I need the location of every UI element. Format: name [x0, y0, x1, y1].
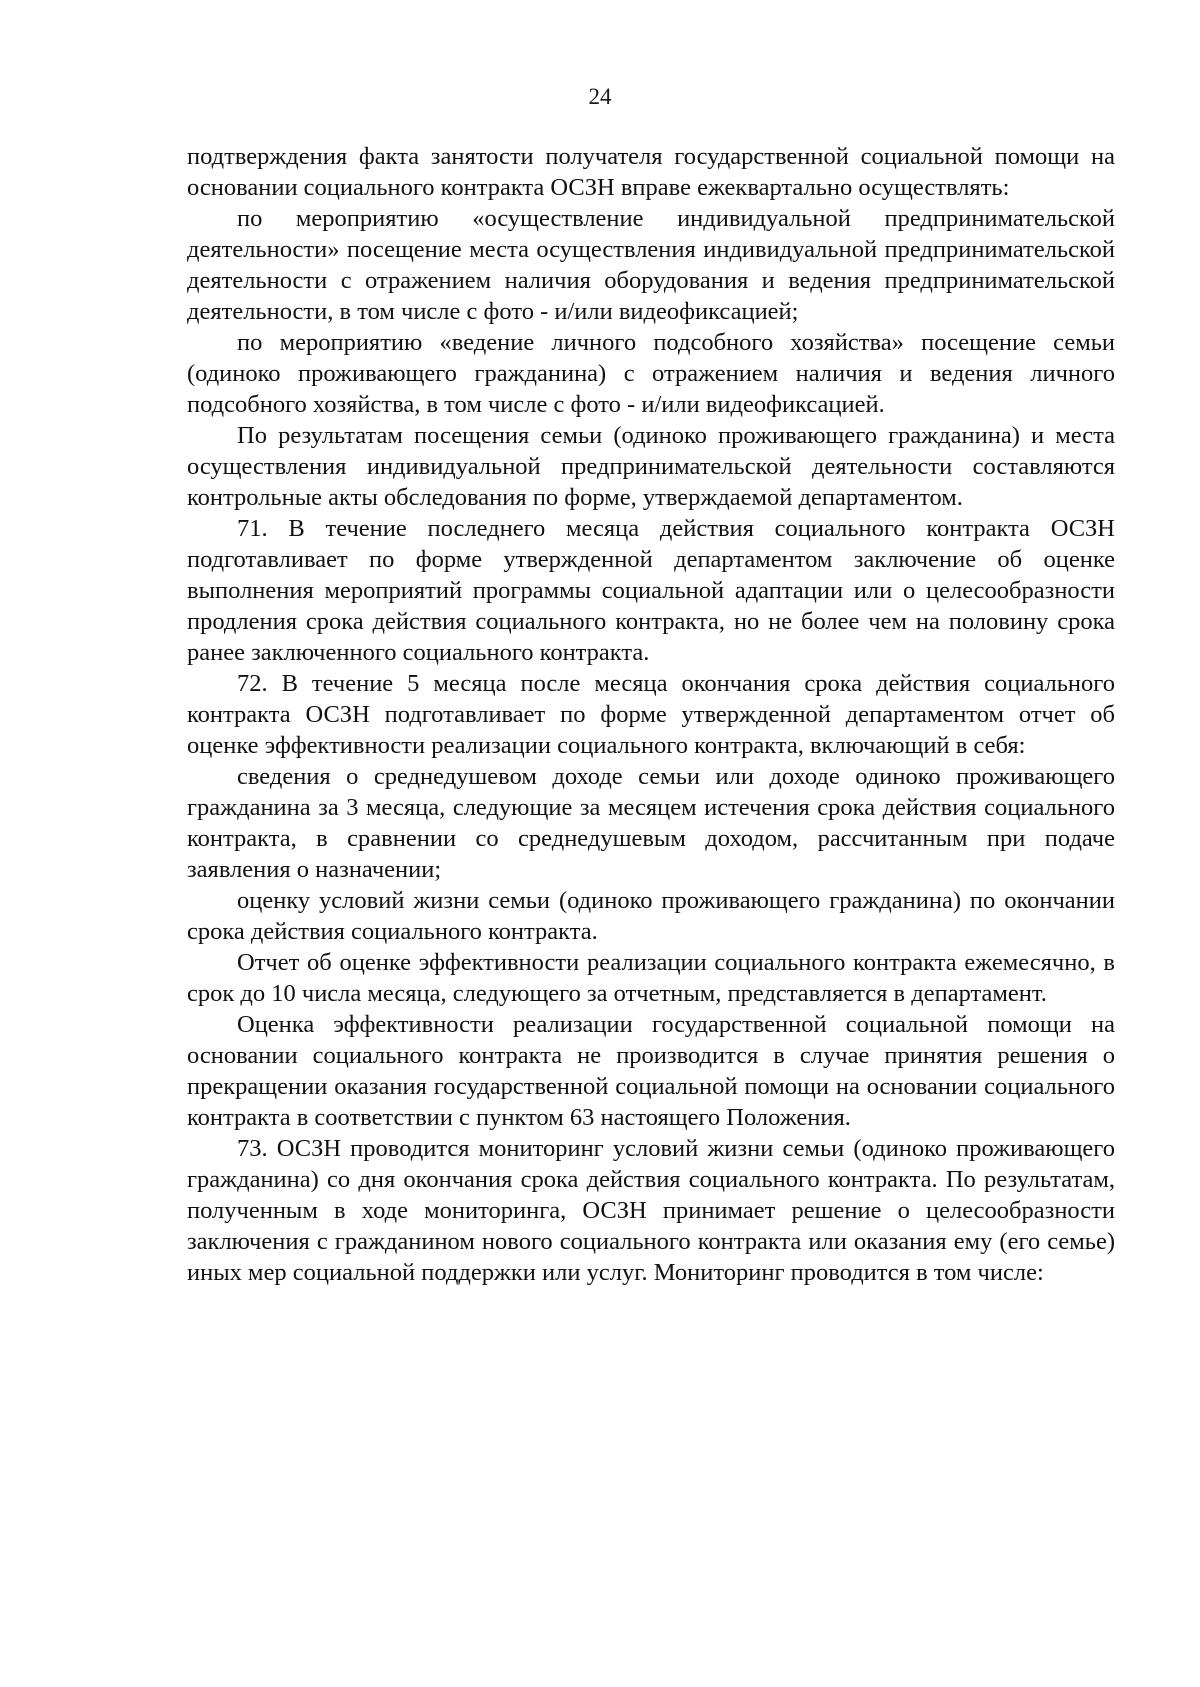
paragraph-10: Оценка эффективности реализации государственной социальной помощи на основании социального контракта не производится в случае принятия решения о прекращении оказания государственной социальной помощи на основании социального контракта в соответствии с пунктом 63 настоящего Положения. [187, 1011, 1115, 1131]
document-body [187, 141, 1115, 1288]
paragraph-72: 72. В течение 5 месяца после месяца окончания срока действия социального контракта ОСЗН подготавливает по форме утвержденной департаментом отчет об оценке эффективности реализации социального контракта, включающий в себя: [187, 670, 1115, 759]
paragraph-8: оценку условий жизни семьи (одиноко проживающего гражданина) по окончании срока действия социального контракта. [187, 887, 1115, 945]
paragraph-1: подтверждения факта занятости получателя государственной социальной помощи на основании социального контракта ОСЗН вправе ежеквартально осуществлять: [187, 143, 1115, 201]
paragraph-3: по мероприятию «ведение личного подсобного хозяйства» посещение семьи (одиноко проживающего гражданина) с отражением наличия и ведения личного подсобного хозяйства, в том числе с фото - и/или видеофиксацией. [187, 329, 1115, 418]
paragraph-71: 71. В течение последнего месяца действия социального контракта ОСЗН подготавливает по форме утвержденной департаментом заключение об оценке выполнения мероприятий программы социальной адаптации или о целесообразности продления срока действия социального контракта, но не более чем на половину срока ранее заключенного социального контракта. [187, 515, 1115, 666]
page-number: 24 [588, 84, 612, 109]
paragraph-2: по мероприятию «осуществление индивидуальной предпринимательской деятельности» посещение места осуществления индивидуальной предпринимательской деятельности с отражением наличия оборудования и ведения предпринимательской деятельности, в том числе с фото - и/или видеофиксацией; [187, 205, 1115, 325]
paragraph-9: Отчет об оценке эффективности реализации социального контракта ежемесячно, в срок до 10 числа месяца, следующего за отчетным, представляется в департамент. [187, 949, 1115, 1007]
paragraph-73: 73. ОСЗН проводится мониторинг условий жизни семьи (одиноко проживающего гражданина) со дня окончания срока действия социального контракта. По результатам, полученным в ходе мониторинга, ОСЗН принимает решение о целесообразности заключения с гражданином нового социального контракта или оказания ему (его семье) иных мер социальной поддержки или услуг. Мониторинг проводится в том числе: [187, 1135, 1115, 1286]
paragraph-4: По результатам посещения семьи (одиноко проживающего гражданина) и места осуществления индивидуальной предпринимательской деятельности составляются контрольные акты обследования по форме, утверждаемой департаментом. [187, 422, 1115, 511]
paragraph-7: сведения о среднедушевом доходе семьи или доходе одиноко проживающего гражданина за 3 месяца, следующие за месяцем истечения срока действия социального контракта, в сравнении со среднедушевым доходом, рассчитанным при подаче заявления о назначении; [187, 763, 1115, 883]
